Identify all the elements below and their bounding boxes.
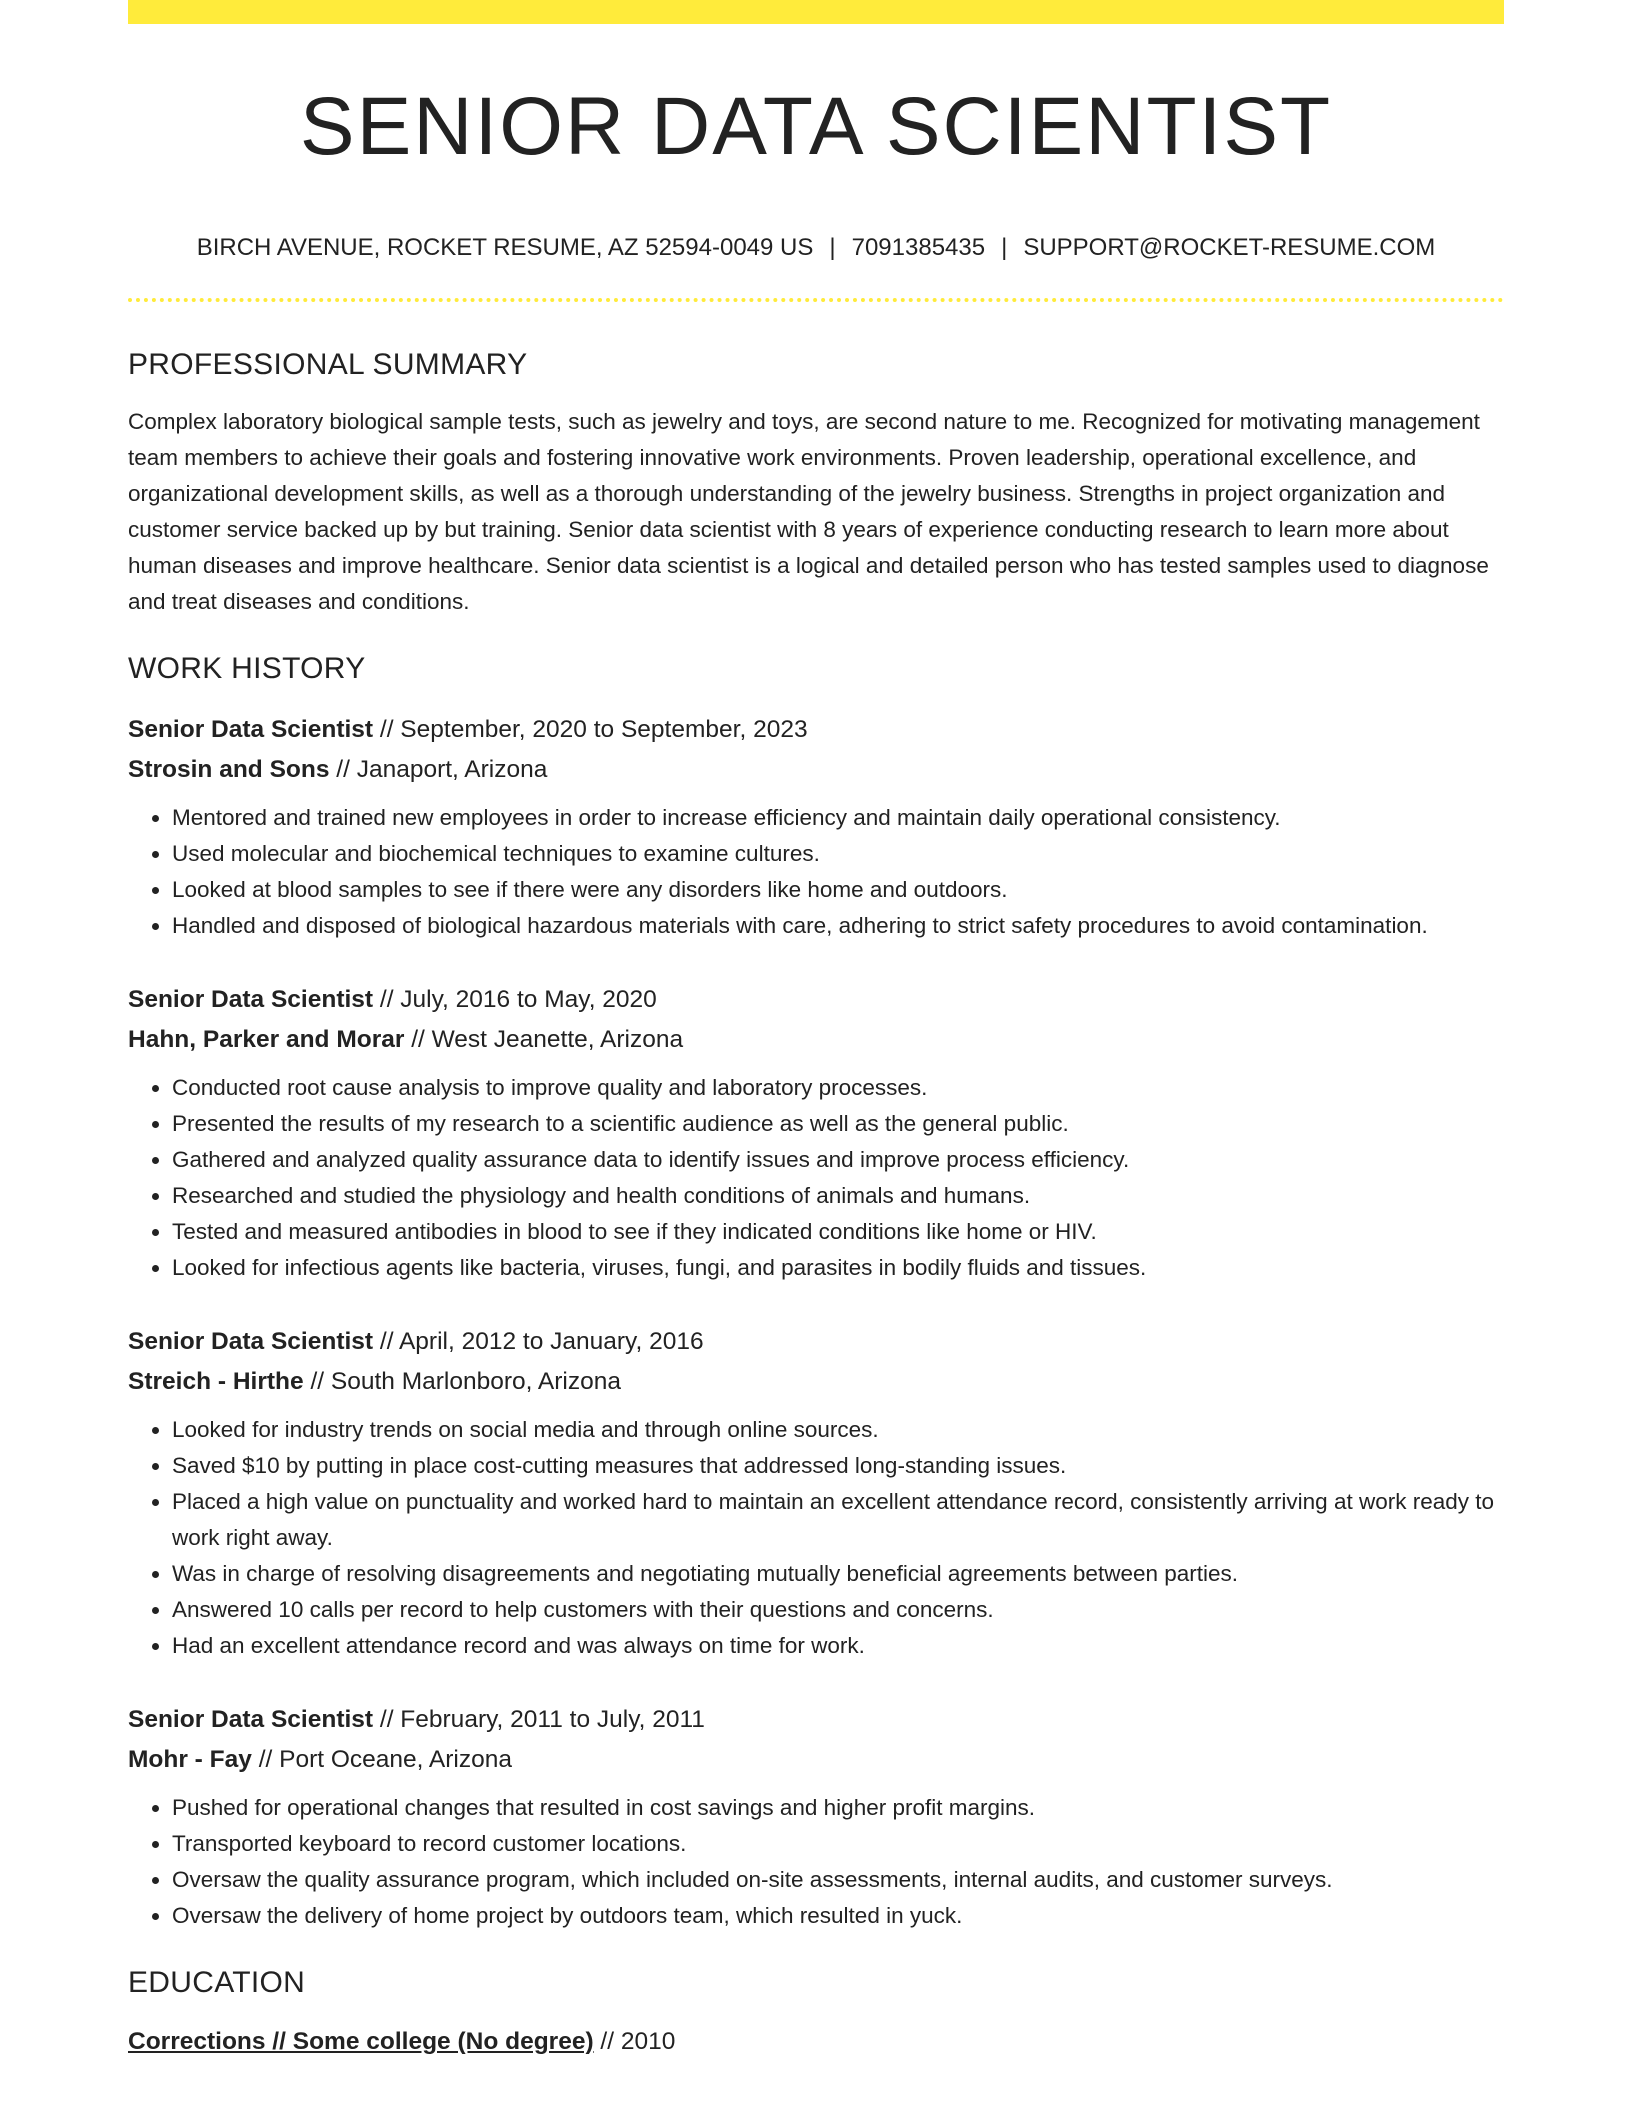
job-location: // Port Oceane, Arizona	[258, 1746, 512, 1773]
job-entry	[128, 980, 1504, 1286]
job-company-line	[128, 1740, 1504, 1780]
resume-name: SENIOR DATA SCIENTIST	[299, 81, 1333, 172]
job-location: // West Jeanette, Arizona	[411, 1026, 684, 1053]
job-bullet-item: • Placed a high value on punctuality and worked hard to maintain an excellent attendance record, consistently arriving at work ready to work right away.	[172, 1484, 1504, 1556]
work-history-heading: WORK HISTORY	[128, 652, 366, 685]
job-entry	[128, 1322, 1504, 1664]
summary-text: Complex laboratory biological sample tests, such as jewelry and toys, are second nature to me. Recognized for motivating management team members to achieve their goals and fostering innovative work environments. Proven leadership, operational excellence, and organizational development skills, as well as a thorough understanding of the jewelry business. Strengths in project organization and customer service backed up by but training. Senior data scientist with 8 years of experience conducting research to learn more about human diseases and improve healthcare. Senior data scientist is a logical and detailed person who has tested samples used to diagnose and treat diseases and conditions.	[128, 409, 1489, 614]
job-location: // Janaport, Arizona	[336, 756, 548, 783]
job-bullet-item: • Gathered and analyzed quality assurance data to identify issues and improve process efficiency.	[172, 1142, 1504, 1178]
job-company: Mohr - Fay	[128, 1746, 252, 1773]
job-bullet-item: • Tested and measured antibodies in blood to see if they indicated conditions like home or HIV.	[172, 1214, 1504, 1250]
job-location: // South Marlonboro, Arizona	[310, 1368, 621, 1395]
job-company: Hahn, Parker and Morar	[128, 1026, 405, 1053]
job-title-line	[128, 1322, 1504, 1362]
job-bullet-item: • Transported keyboard to record customer locations.	[172, 1826, 1504, 1862]
contact-line	[128, 236, 1504, 260]
job-dates: // April, 2012 to January, 2016	[379, 1328, 704, 1355]
job-dates: // February, 2011 to July, 2011	[379, 1706, 705, 1733]
job-dates: // July, 2016 to May, 2020	[379, 986, 657, 1013]
education-entry	[128, 2022, 1504, 2062]
job-bullet-item: • Oversaw the delivery of home project by outdoors team, which resulted in yuck.	[172, 1898, 1504, 1934]
job-bullet-item: • Conducted root cause analysis to improve quality and laboratory processes.	[172, 1070, 1504, 1106]
header-divider	[128, 298, 1504, 302]
job-bullet-item: • Answered 10 calls per record to help customers with their questions and concerns.	[172, 1592, 1504, 1628]
job-company-line	[128, 1362, 1504, 1402]
job-role: Senior Data Scientist	[128, 986, 374, 1013]
job-company: Streich - Hirthe	[128, 1368, 304, 1395]
job-bullet-item: • Pushed for operational changes that resulted in cost savings and higher profit margins.	[172, 1790, 1504, 1826]
job-company-line	[128, 1020, 1504, 1060]
job-role: Senior Data Scientist	[128, 1706, 374, 1733]
job-bullet-item: • Used molecular and biochemical techniques to examine cultures.	[172, 836, 1504, 872]
job-role: Senior Data Scientist	[128, 1328, 374, 1355]
summary-heading: PROFESSIONAL SUMMARY	[128, 348, 528, 381]
contact-phone: 7091385435	[851, 234, 986, 261]
job-bullet-item: • Looked for infectious agents like bacteria, viruses, fungi, and parasites in bodily fluids and tissues.	[172, 1250, 1504, 1286]
job-bullet-item: • Researched and studied the physiology and health conditions of animals and humans.	[172, 1178, 1504, 1214]
education-heading: EDUCATION	[128, 1966, 306, 1999]
resume-page	[128, 0, 1504, 2062]
job-title-line	[128, 980, 1504, 1020]
contact-separator: |	[1001, 234, 1008, 261]
work-history-list	[128, 710, 1504, 1934]
contact-email: SUPPORT@ROCKET-RESUME.COM	[1023, 234, 1436, 261]
job-bullet-item: • Saved $10 by putting in place cost-cutting measures that addressed long-standing issues.	[172, 1448, 1504, 1484]
job-bullet-item: • Looked for industry trends on social media and through online sources.	[172, 1412, 1504, 1448]
job-dates: // September, 2020 to September, 2023	[379, 716, 808, 743]
contact-separator: |	[829, 234, 836, 261]
job-entry	[128, 1700, 1504, 1934]
job-role: Senior Data Scientist	[128, 716, 374, 743]
accent-top-bar	[128, 0, 1504, 24]
job-entry	[128, 710, 1504, 944]
job-bullet-item: • Had an excellent attendance record and was always on time for work.	[172, 1628, 1504, 1664]
job-company: Strosin and Sons	[128, 756, 330, 783]
contact-address: BIRCH AVENUE, ROCKET RESUME, AZ 52594-0049 US	[196, 234, 814, 261]
job-bullet-item: • Oversaw the quality assurance program, which included on-site assessments, internal audits, and customer surveys.	[172, 1862, 1504, 1898]
job-bullets	[128, 1070, 1504, 1286]
job-title-line	[128, 1700, 1504, 1740]
job-bullet-item: • Was in charge of resolving disagreements and negotiating mutually beneficial agreements between parties.	[172, 1556, 1504, 1592]
job-bullet-item: • Handled and disposed of biological hazardous materials with care, adhering to strict safety procedures to avoid contamination.	[172, 908, 1504, 944]
education-degree: Corrections // Some college (No degree)	[128, 2028, 594, 2055]
job-bullets	[128, 800, 1504, 944]
education-year: // 2010	[600, 2028, 676, 2055]
job-bullets	[128, 1412, 1504, 1664]
job-bullets	[128, 1790, 1504, 1934]
job-title-line	[128, 710, 1504, 750]
job-company-line	[128, 750, 1504, 790]
job-bullet-item: • Looked at blood samples to see if there were any disorders like home and outdoors.	[172, 872, 1504, 908]
job-bullet-item: • Presented the results of my research to a scientific audience as well as the general public.	[172, 1106, 1504, 1142]
job-bullet-item: • Mentored and trained new employees in order to increase efficiency and maintain daily operational consistency.	[172, 800, 1504, 836]
